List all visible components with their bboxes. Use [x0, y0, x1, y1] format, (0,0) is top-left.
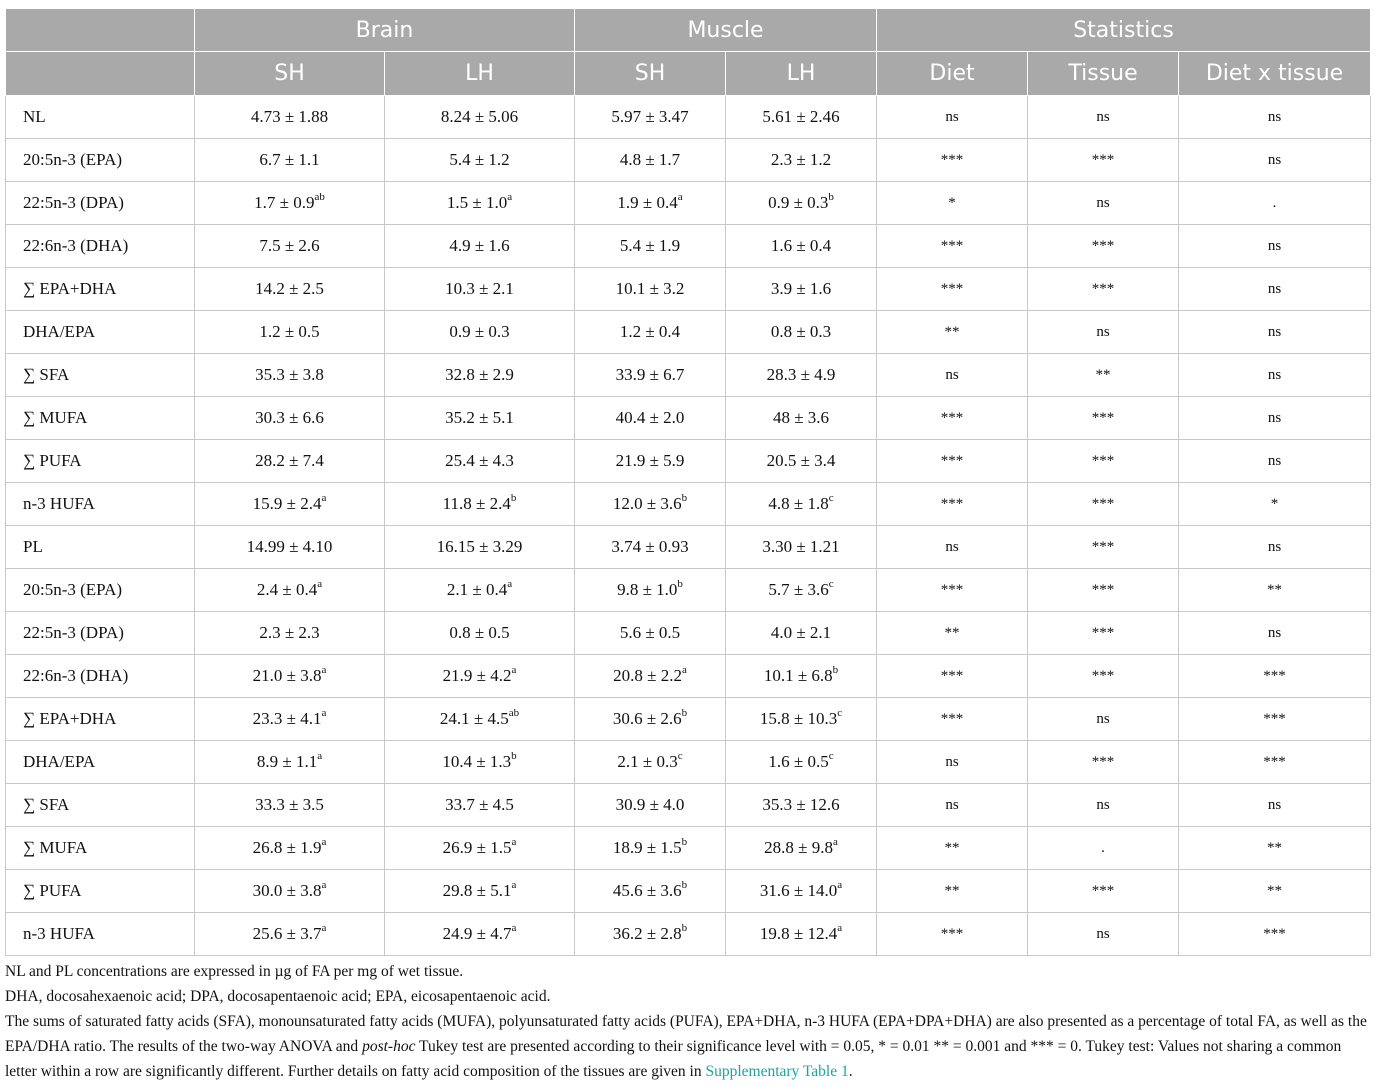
value-cell: 1.2 ± 0.4 — [575, 311, 726, 354]
stat-cell: *** — [877, 569, 1028, 612]
significance-letter: b — [681, 707, 688, 720]
table-body — [6, 96, 1371, 956]
value-cell: 36.2 ± 2.8$^b$ — [575, 913, 726, 956]
significance-letter: a — [507, 191, 513, 204]
stat-cell: * — [1179, 483, 1371, 526]
value-cell: 5.4 ± 1.2 — [385, 139, 575, 182]
stat-cell: ns — [1179, 268, 1371, 311]
row-label: DHA/EPA — [6, 311, 195, 354]
value-cell: 2.1 ± 0.4$^a$ — [385, 569, 575, 612]
row-label: DHA/EPA — [6, 741, 195, 784]
stat-cell: ** — [1179, 569, 1371, 612]
significance-letter: b — [511, 750, 517, 763]
table-row — [6, 870, 1371, 913]
row-label: 20:5n-3 (EPA) — [6, 569, 195, 612]
stat-cell: *** — [1028, 655, 1179, 698]
significance-letter: b — [681, 879, 688, 892]
stat-cell: ns — [1179, 440, 1371, 483]
significance-letter: a — [511, 922, 517, 935]
stat-cell: *** — [1028, 268, 1179, 311]
value-cell: 26.9 ± 1.5$^a$ — [385, 827, 575, 870]
stat-cell: ns — [877, 741, 1028, 784]
significance-letter: a — [321, 836, 327, 849]
stat-cell: *** — [1028, 569, 1179, 612]
value-cell: 9.8 ± 1.0$^b$ — [575, 569, 726, 612]
row-label: n-3 HUFA — [6, 913, 195, 956]
value-cell: 0.9 ± 0.3$^b$ — [726, 182, 877, 225]
significance-letter: a — [317, 578, 323, 591]
value-cell: 24.9 ± 4.7$^a$ — [385, 913, 575, 956]
significance-letter: a — [837, 879, 843, 892]
table-row — [6, 655, 1371, 698]
value-cell: 40.4 ± 2.0 — [575, 397, 726, 440]
stat-cell: *** — [1028, 870, 1179, 913]
value-cell: 5.4 ± 1.9 — [575, 225, 726, 268]
value-cell: 28.8 ± 9.8$^a$ — [726, 827, 877, 870]
value-cell: 1.9 ± 0.4$^a$ — [575, 182, 726, 225]
significance-letter: a — [321, 879, 327, 892]
value-cell: 30.3 ± 6.6 — [195, 397, 385, 440]
value-cell: 21.9 ± 4.2$^a$ — [385, 655, 575, 698]
row-label: ∑ PUFA — [6, 870, 195, 913]
value-cell: 15.8 ± 10.3$^c$ — [726, 698, 877, 741]
value-cell: 8.24 ± 5.06 — [385, 96, 575, 139]
significance-letter: a — [321, 664, 327, 677]
value-cell: 48 ± 3.6 — [726, 397, 877, 440]
significance-letter: ab — [508, 707, 520, 720]
value-cell: 29.8 ± 5.1$^a$ — [385, 870, 575, 913]
value-cell: 19.8 ± 12.4$^a$ — [726, 913, 877, 956]
stat-cell: ** — [877, 870, 1028, 913]
table-row — [6, 741, 1371, 784]
table-row — [6, 96, 1371, 139]
stat-cell: *** — [1028, 397, 1179, 440]
stat-cell: ns — [1179, 526, 1371, 569]
header-blank-2 — [6, 52, 195, 96]
value-cell: 23.3 ± 4.1$^a$ — [195, 698, 385, 741]
table-row — [6, 397, 1371, 440]
value-cell: 0.8 ± 0.5 — [385, 612, 575, 655]
stat-cell: ns — [877, 96, 1028, 139]
value-cell: 5.61 ± 2.46 — [726, 96, 877, 139]
value-cell: 1.2 ± 0.5 — [195, 311, 385, 354]
value-cell: 2.4 ± 0.4$^a$ — [195, 569, 385, 612]
value-cell: 10.4 ± 1.3$^b$ — [385, 741, 575, 784]
row-label: ∑ EPA+DHA — [6, 698, 195, 741]
significance-letter: c — [828, 578, 834, 591]
significance-letter: a — [832, 836, 838, 849]
value-cell: 28.2 ± 7.4 — [195, 440, 385, 483]
value-cell: 33.9 ± 6.7 — [575, 354, 726, 397]
stat-cell: ** — [877, 827, 1028, 870]
significance-letter: c — [677, 750, 683, 763]
stat-cell: ns — [877, 784, 1028, 827]
stat-cell: *** — [1028, 741, 1179, 784]
value-cell: 1.6 ± 0.4 — [726, 225, 877, 268]
row-label: NL — [6, 96, 195, 139]
header-group-muscle: Muscle — [575, 9, 877, 52]
value-cell: 33.3 ± 3.5 — [195, 784, 385, 827]
stat-cell: *** — [1179, 698, 1371, 741]
value-cell: 10.1 ± 3.2 — [575, 268, 726, 311]
value-cell: 5.6 ± 0.5 — [575, 612, 726, 655]
stat-cell: ** — [1179, 827, 1371, 870]
header-diet: Diet — [877, 52, 1028, 96]
significance-letter: a — [511, 664, 517, 677]
stat-cell: *** — [1028, 526, 1179, 569]
value-cell: 3.9 ± 1.6 — [726, 268, 877, 311]
value-cell: 0.9 ± 0.3 — [385, 311, 575, 354]
significance-letter: c — [837, 707, 843, 720]
row-label: 22:5n-3 (DPA) — [6, 612, 195, 655]
fatty-acid-table — [5, 8, 1371, 956]
significance-letter: b — [681, 922, 688, 935]
row-label: ∑ SFA — [6, 784, 195, 827]
stat-cell: . — [1179, 182, 1371, 225]
value-cell: 15.9 ± 2.4$^a$ — [195, 483, 385, 526]
stat-cell: ns — [1179, 612, 1371, 655]
table-row — [6, 354, 1371, 397]
header-muscle-sh: SH — [575, 52, 726, 96]
table-row — [6, 698, 1371, 741]
footnote-abbreviations: DHA, docosahexaenoic acid; DPA, docosapentaenoic acid; EPA, eicosapentaenoic acid. — [5, 988, 551, 1005]
stat-cell: *** — [877, 698, 1028, 741]
value-cell: 26.8 ± 1.9$^a$ — [195, 827, 385, 870]
stat-cell: *** — [1028, 612, 1179, 655]
significance-letter: b — [681, 492, 688, 505]
value-cell: 7.5 ± 2.6 — [195, 225, 385, 268]
value-cell: 3.74 ± 0.93 — [575, 526, 726, 569]
value-cell: 30.9 ± 4.0 — [575, 784, 726, 827]
stat-cell: *** — [1028, 483, 1179, 526]
table-row — [6, 827, 1371, 870]
value-cell: 31.6 ± 14.0$^a$ — [726, 870, 877, 913]
value-cell: 14.99 ± 4.10 — [195, 526, 385, 569]
stat-cell: . — [1028, 827, 1179, 870]
value-cell: 45.6 ± 3.6$^b$ — [575, 870, 726, 913]
stat-cell: ns — [877, 526, 1028, 569]
value-cell: 18.9 ± 1.5$^b$ — [575, 827, 726, 870]
value-cell: 21.0 ± 3.8$^a$ — [195, 655, 385, 698]
footnote-methods: The sums of saturated fatty acids (SFA), monounsaturated fatty acids (MUFA), polyunsaturated fatty acids (PUFA), EPA+DHA, n-3 HUFA (EPA+DPA+DHA) are also presented as a percentage of total FA, as well as the EPA/DHA ratio. The results of the two-way ANOVA and post-hoc Tukey test are presented according to their significance level with = 0.05, * = 0.01 ** = 0.001 and *** = 0. Tukey test: Values not sharing a common letter within a row are significantly different. Further details on fatty acid composition of the tissues are given in Supplementary Table 1. — [5, 1013, 1367, 1080]
value-cell: 33.7 ± 4.5 — [385, 784, 575, 827]
stat-cell: ** — [877, 612, 1028, 655]
table-row — [6, 913, 1371, 956]
significance-letter: a — [507, 578, 513, 591]
table-row — [6, 569, 1371, 612]
stat-cell: *** — [877, 225, 1028, 268]
value-cell: 24.1 ± 4.5$^{ab}$ — [385, 698, 575, 741]
row-label: ∑ EPA+DHA — [6, 268, 195, 311]
value-cell: 20.8 ± 2.2$^a$ — [575, 655, 726, 698]
stat-cell: *** — [877, 913, 1028, 956]
stat-cell: ns — [1028, 913, 1179, 956]
value-cell: 6.7 ± 1.1 — [195, 139, 385, 182]
table-row — [6, 182, 1371, 225]
value-cell: 11.8 ± 2.4$^b$ — [385, 483, 575, 526]
significance-letter: b — [681, 836, 688, 849]
stat-cell: ns — [1028, 784, 1179, 827]
stat-cell: *** — [877, 397, 1028, 440]
table-row — [6, 139, 1371, 182]
table-row — [6, 440, 1371, 483]
value-cell: 3.30 ± 1.21 — [726, 526, 877, 569]
value-cell: 4.0 ± 2.1 — [726, 612, 877, 655]
value-cell: 5.97 ± 3.47 — [575, 96, 726, 139]
value-cell: 32.8 ± 2.9 — [385, 354, 575, 397]
value-cell: 35.2 ± 5.1 — [385, 397, 575, 440]
stat-cell: ** — [1028, 354, 1179, 397]
table-row — [6, 612, 1371, 655]
stat-cell: ns — [1028, 96, 1179, 139]
significance-letter: c — [828, 492, 834, 505]
stat-cell: *** — [877, 268, 1028, 311]
value-cell: 2.3 ± 2.3 — [195, 612, 385, 655]
stat-cell: ns — [877, 354, 1028, 397]
value-cell: 0.8 ± 0.3 — [726, 311, 877, 354]
value-cell: 35.3 ± 3.8 — [195, 354, 385, 397]
table-footnotes — [5, 959, 1370, 1084]
value-cell: 4.8 ± 1.7 — [575, 139, 726, 182]
significance-letter: a — [837, 922, 843, 935]
stat-cell: ns — [1179, 784, 1371, 827]
header-diet-x-tissue: Diet x tissue — [1179, 52, 1371, 96]
stat-cell: ** — [877, 311, 1028, 354]
header-brain-lh: LH — [385, 52, 575, 96]
stat-cell: *** — [877, 440, 1028, 483]
significance-letter: b — [828, 191, 834, 204]
value-cell: 25.4 ± 4.3 — [385, 440, 575, 483]
value-cell: 1.7 ± 0.9$^{ab}$ — [195, 182, 385, 225]
value-cell: 1.5 ± 1.0$^a$ — [385, 182, 575, 225]
stat-cell: ns — [1179, 354, 1371, 397]
table-row — [6, 784, 1371, 827]
stat-cell: ns — [1179, 225, 1371, 268]
row-label: ∑ PUFA — [6, 440, 195, 483]
stat-cell: ns — [1179, 139, 1371, 182]
value-cell: 8.9 ± 1.1$^a$ — [195, 741, 385, 784]
significance-letter: b — [510, 492, 517, 505]
header-brain-sh: SH — [195, 52, 385, 96]
stat-cell: *** — [1179, 655, 1371, 698]
header-muscle-lh: LH — [726, 52, 877, 96]
value-cell: 2.1 ± 0.3$^c$ — [575, 741, 726, 784]
stat-cell: *** — [877, 139, 1028, 182]
significance-letter: c — [828, 750, 834, 763]
significance-letter: a — [511, 836, 517, 849]
row-label: n-3 HUFA — [6, 483, 195, 526]
stat-cell: ** — [1179, 870, 1371, 913]
supplementary-table-link[interactable]: Supplementary Table 1 — [705, 1063, 849, 1080]
stat-cell: *** — [877, 483, 1028, 526]
significance-letter: ab — [314, 191, 325, 204]
table-row — [6, 225, 1371, 268]
value-cell: 16.15 ± 3.29 — [385, 526, 575, 569]
significance-letter: a — [317, 750, 323, 763]
table-row — [6, 268, 1371, 311]
value-cell: 28.3 ± 4.9 — [726, 354, 877, 397]
value-cell: 25.6 ± 3.7$^a$ — [195, 913, 385, 956]
row-label: ∑ SFA — [6, 354, 195, 397]
significance-letter: a — [681, 664, 687, 677]
header-group-statistics: Statistics — [877, 9, 1371, 52]
stat-cell: * — [877, 182, 1028, 225]
stat-cell: *** — [1028, 139, 1179, 182]
stat-cell: *** — [1179, 913, 1371, 956]
significance-letter: a — [321, 707, 327, 720]
stat-cell: ns — [1028, 311, 1179, 354]
value-cell: 4.73 ± 1.88 — [195, 96, 385, 139]
header-tissue: Tissue — [1028, 52, 1179, 96]
table-row — [6, 483, 1371, 526]
value-cell: 20.5 ± 3.4 — [726, 440, 877, 483]
table-row — [6, 311, 1371, 354]
stat-cell: *** — [1028, 440, 1179, 483]
row-label: 22:6n-3 (DHA) — [6, 655, 195, 698]
stat-cell: ns — [1179, 397, 1371, 440]
value-cell: 4.8 ± 1.8$^c$ — [726, 483, 877, 526]
header-group-brain: Brain — [195, 9, 575, 52]
stat-cell: ns — [1028, 182, 1179, 225]
stat-cell: *** — [877, 655, 1028, 698]
value-cell: 4.9 ± 1.6 — [385, 225, 575, 268]
stat-cell: ns — [1179, 311, 1371, 354]
header-blank — [6, 9, 195, 52]
footnote-units: NL and PL concentrations are expressed in µg of FA per mg of wet tissue. — [5, 963, 464, 980]
row-label: 20:5n-3 (EPA) — [6, 139, 195, 182]
value-cell: 12.0 ± 3.6$^b$ — [575, 483, 726, 526]
row-label: PL — [6, 526, 195, 569]
table-row — [6, 526, 1371, 569]
row-label: 22:6n-3 (DHA) — [6, 225, 195, 268]
value-cell: 30.0 ± 3.8$^a$ — [195, 870, 385, 913]
significance-letter: a — [677, 191, 683, 204]
significance-letter: b — [677, 578, 683, 591]
row-label: ∑ MUFA — [6, 827, 195, 870]
data-table-container — [5, 8, 1370, 956]
row-label: ∑ MUFA — [6, 397, 195, 440]
value-cell: 10.1 ± 6.8$^b$ — [726, 655, 877, 698]
value-cell: 14.2 ± 2.5 — [195, 268, 385, 311]
significance-letter: a — [321, 922, 327, 935]
value-cell: 21.9 ± 5.9 — [575, 440, 726, 483]
significance-letter: a — [511, 879, 517, 892]
value-cell: 5.7 ± 3.6$^c$ — [726, 569, 877, 612]
value-cell: 30.6 ± 2.6$^b$ — [575, 698, 726, 741]
significance-letter: a — [321, 492, 327, 505]
value-cell: 1.6 ± 0.5$^c$ — [726, 741, 877, 784]
stat-cell: *** — [1028, 225, 1179, 268]
value-cell: 10.3 ± 2.1 — [385, 268, 575, 311]
value-cell: 2.3 ± 1.2 — [726, 139, 877, 182]
significance-letter: b — [832, 664, 839, 677]
stat-cell: ns — [1028, 698, 1179, 741]
value-cell: 35.3 ± 12.6 — [726, 784, 877, 827]
stat-cell: ns — [1179, 96, 1371, 139]
row-label: 22:5n-3 (DPA) — [6, 182, 195, 225]
stat-cell: *** — [1179, 741, 1371, 784]
